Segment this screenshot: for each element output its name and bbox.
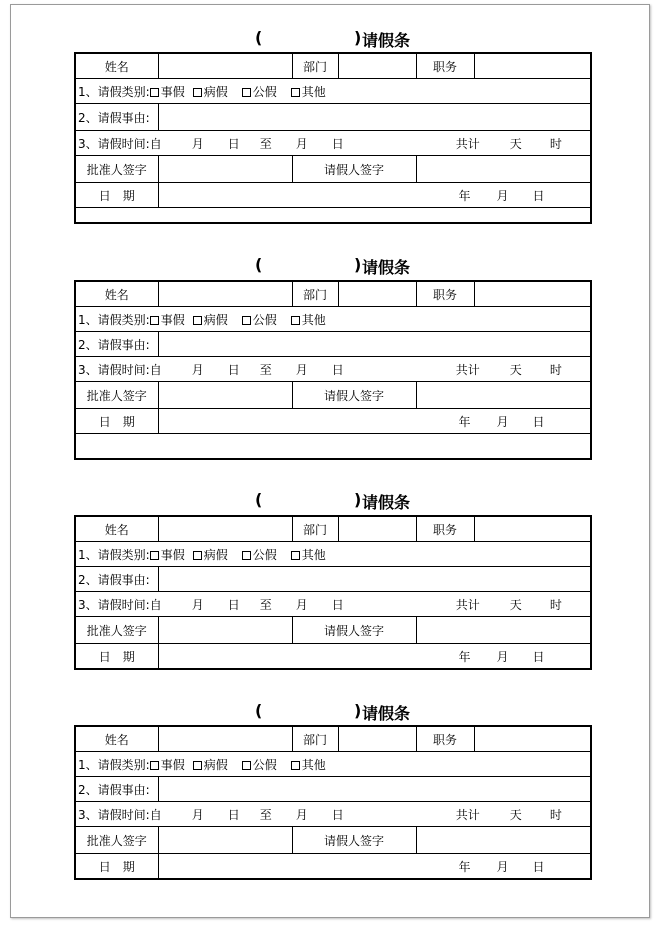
hour-unit: 时 [549, 362, 562, 377]
position-label: 职务 [416, 281, 474, 307]
applicant-field[interactable] [416, 827, 591, 854]
days-unit: 天 [509, 597, 522, 612]
day-label: 日 [331, 597, 344, 612]
leave-time-row [75, 592, 591, 617]
date-label: 日 期 [75, 854, 158, 880]
name-label: 姓名 [75, 516, 158, 542]
option-other[interactable]: 其他 [291, 546, 326, 563]
option-other[interactable]: 其他 [291, 756, 326, 773]
from-label: 自 [149, 136, 162, 151]
date-field[interactable] [158, 644, 591, 670]
year-label: 年 [458, 649, 471, 664]
reason-field[interactable] [158, 567, 591, 592]
hour-unit: 时 [549, 597, 562, 612]
applicant-label: 请假人签字 [292, 617, 416, 644]
reason-label: 2、请假事由: [75, 777, 158, 802]
option-personal[interactable]: 事假 [150, 83, 185, 100]
approver-label: 批准人签字 [75, 156, 158, 183]
applicant-label: 请假人签字 [292, 382, 416, 409]
leave-table [74, 515, 592, 670]
day-label: 日 [227, 597, 240, 612]
checkbox-icon[interactable] [291, 88, 300, 97]
dept-label: 部门 [292, 281, 338, 307]
checkbox-icon[interactable] [242, 88, 251, 97]
days-unit: 天 [509, 362, 522, 377]
day-label: 日 [532, 859, 545, 874]
title-text: 请假条 [362, 31, 411, 50]
reason-field[interactable] [158, 332, 591, 357]
form-title [74, 28, 592, 48]
leave-type-row [75, 79, 591, 104]
form-title [74, 255, 592, 275]
checkbox-icon[interactable] [193, 761, 202, 770]
option-personal[interactable]: 事假 [150, 756, 185, 773]
option-official[interactable]: 公假 [242, 83, 277, 100]
title-paren-open: ( [255, 490, 263, 509]
leave-time-row [75, 802, 591, 827]
name-label: 姓名 [75, 53, 158, 79]
position-field[interactable] [474, 516, 591, 542]
position-field[interactable] [474, 53, 591, 79]
day-label: 日 [331, 136, 344, 151]
approver-field[interactable] [158, 827, 292, 854]
month-label: 月 [191, 597, 204, 612]
hour-unit: 时 [549, 807, 562, 822]
approver-field[interactable] [158, 617, 292, 644]
date-label: 日 期 [75, 409, 158, 434]
leave-type-row [75, 542, 591, 567]
title-text: 请假条 [362, 493, 411, 512]
leave-time-label: 3、请假时间: [78, 597, 150, 612]
position-label: 职务 [416, 726, 474, 752]
leave-type-row [75, 752, 591, 777]
option-other[interactable]: 其他 [291, 83, 326, 100]
approver-field[interactable] [158, 382, 292, 409]
option-personal[interactable]: 事假 [150, 546, 185, 563]
title-paren-close: ) [354, 28, 362, 47]
leave-time-label: 3、请假时间: [78, 362, 150, 377]
title-text: 请假条 [362, 258, 411, 277]
leave-type-label: 1、请假类别: [78, 312, 150, 327]
title-paren-open: ( [255, 28, 263, 47]
reason-label: 2、请假事由: [75, 104, 158, 131]
total-label: 共计 [455, 807, 480, 822]
form-title [74, 701, 592, 721]
to-label: 至 [259, 807, 272, 822]
month-label: 月 [496, 414, 509, 429]
reason-field[interactable] [158, 104, 591, 131]
approver-label: 批准人签字 [75, 617, 158, 644]
date-field[interactable] [158, 183, 591, 208]
approver-field[interactable] [158, 156, 292, 183]
leave-type-label: 1、请假类别: [78, 84, 150, 99]
to-label: 至 [259, 136, 272, 151]
option-official[interactable]: 公假 [242, 756, 277, 773]
month-label: 月 [191, 362, 204, 377]
name-label: 姓名 [75, 281, 158, 307]
leave-time-row [75, 131, 591, 156]
day-label: 日 [331, 807, 344, 822]
day-label: 日 [532, 649, 545, 664]
month-label: 月 [295, 597, 308, 612]
month-label: 月 [295, 807, 308, 822]
days-unit: 天 [509, 136, 522, 151]
blank-row [75, 208, 591, 224]
leave-table [74, 725, 592, 880]
month-label: 月 [496, 859, 509, 874]
from-label: 自 [149, 807, 162, 822]
dept-field[interactable] [338, 726, 416, 752]
day-label: 日 [227, 136, 240, 151]
to-label: 至 [259, 597, 272, 612]
from-label: 自 [149, 362, 162, 377]
checkbox-icon[interactable] [242, 316, 251, 325]
leave-type-label: 1、请假类别: [78, 547, 150, 562]
applicant-field[interactable] [416, 382, 591, 409]
dept-label: 部门 [292, 726, 338, 752]
checkbox-icon[interactable] [193, 88, 202, 97]
applicant-field[interactable] [416, 617, 591, 644]
month-label: 月 [191, 807, 204, 822]
dept-label: 部门 [292, 516, 338, 542]
month-label: 月 [295, 136, 308, 151]
day-label: 日 [227, 807, 240, 822]
reason-label: 2、请假事由: [75, 332, 158, 357]
dept-field[interactable] [338, 53, 416, 79]
approver-label: 批准人签字 [75, 382, 158, 409]
leave-type-label: 1、请假类别: [78, 757, 150, 772]
day-label: 日 [532, 414, 545, 429]
day-label: 日 [227, 362, 240, 377]
hour-unit: 时 [549, 136, 562, 151]
checkbox-icon[interactable] [150, 316, 159, 325]
month-label: 月 [295, 362, 308, 377]
option-other[interactable]: 其他 [291, 311, 326, 328]
checkbox-icon[interactable] [291, 316, 300, 325]
title-text: 请假条 [362, 704, 411, 723]
leave-time-label: 3、请假时间: [78, 136, 150, 151]
month-label: 月 [496, 188, 509, 203]
total-label: 共计 [455, 597, 480, 612]
option-personal[interactable]: 事假 [150, 311, 185, 328]
month-label: 月 [191, 136, 204, 151]
applicant-label: 请假人签字 [292, 827, 416, 854]
applicant-field[interactable] [416, 156, 591, 183]
days-unit: 天 [509, 807, 522, 822]
approver-label: 批准人签字 [75, 827, 158, 854]
checkbox-icon[interactable] [150, 761, 159, 770]
day-label: 日 [331, 362, 344, 377]
checkbox-icon[interactable] [291, 761, 300, 770]
option-sick[interactable]: 病假 [193, 546, 228, 563]
position-label: 职务 [416, 53, 474, 79]
day-label: 日 [532, 188, 545, 203]
option-sick[interactable]: 病假 [193, 311, 228, 328]
title-paren-open: ( [255, 701, 263, 720]
checkbox-icon[interactable] [150, 88, 159, 97]
option-sick[interactable]: 病假 [193, 756, 228, 773]
form-title [74, 490, 592, 510]
leave-time-label: 3、请假时间: [78, 807, 150, 822]
checkbox-icon[interactable] [193, 551, 202, 560]
date-label: 日 期 [75, 644, 158, 670]
from-label: 自 [149, 597, 162, 612]
name-field[interactable] [158, 516, 292, 542]
position-field[interactable] [474, 726, 591, 752]
total-label: 共计 [455, 362, 480, 377]
title-paren-close: ) [354, 490, 362, 509]
name-field[interactable] [158, 726, 292, 752]
title-paren-close: ) [354, 255, 362, 274]
year-label: 年 [458, 188, 471, 203]
date-field[interactable] [158, 409, 591, 434]
dept-field[interactable] [338, 516, 416, 542]
leave-table [74, 280, 592, 460]
leave-time-row [75, 357, 591, 382]
checkbox-icon[interactable] [242, 761, 251, 770]
name-field[interactable] [158, 281, 292, 307]
year-label: 年 [458, 414, 471, 429]
name-field[interactable] [158, 53, 292, 79]
title-paren-open: ( [255, 255, 263, 274]
year-label: 年 [458, 859, 471, 874]
date-field[interactable] [158, 854, 591, 880]
checkbox-icon[interactable] [242, 551, 251, 560]
dept-field[interactable] [338, 281, 416, 307]
checkbox-icon[interactable] [291, 551, 300, 560]
leave-type-row [75, 307, 591, 332]
reason-field[interactable] [158, 777, 591, 802]
position-field[interactable] [474, 281, 591, 307]
month-label: 月 [496, 649, 509, 664]
option-official[interactable]: 公假 [242, 546, 277, 563]
title-paren-close: ) [354, 701, 362, 720]
total-label: 共计 [455, 136, 480, 151]
applicant-label: 请假人签字 [292, 156, 416, 183]
to-label: 至 [259, 362, 272, 377]
blank-row [75, 434, 591, 460]
reason-label: 2、请假事由: [75, 567, 158, 592]
option-sick[interactable]: 病假 [193, 83, 228, 100]
checkbox-icon[interactable] [150, 551, 159, 560]
leave-table [74, 52, 592, 224]
date-label: 日 期 [75, 183, 158, 208]
position-label: 职务 [416, 516, 474, 542]
checkbox-icon[interactable] [193, 316, 202, 325]
dept-label: 部门 [292, 53, 338, 79]
option-official[interactable]: 公假 [242, 311, 277, 328]
name-label: 姓名 [75, 726, 158, 752]
